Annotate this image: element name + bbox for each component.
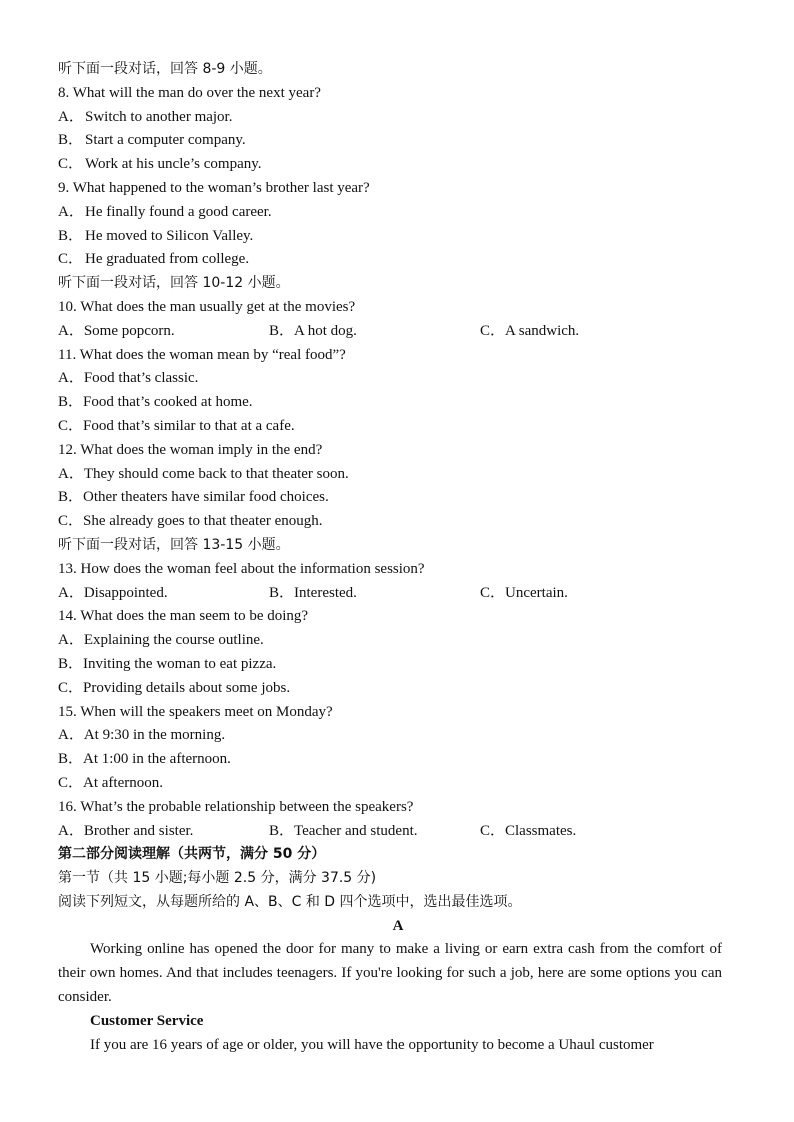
question-14: 14. What does the man seem to be doing?	[58, 608, 309, 625]
option-15a: A．At 9:30 in the morning.	[58, 727, 226, 744]
question-10: 10. What does the man usually get at the movies?	[58, 298, 356, 315]
option-9a: A．He finally found a good career.	[58, 203, 272, 220]
option-10c: C．A sandwich.	[480, 322, 580, 339]
option-12a: A．They should come back to that theater soon.	[58, 465, 349, 482]
section1-heading: 第一节（共 15 小题;每小题 2.5 分，满分 37.5 分)	[58, 870, 377, 887]
option-9b: B． He moved to Silicon Valley.	[58, 227, 254, 244]
option-11a: A．Food that’s classic.	[58, 370, 199, 387]
question-12: 12. What does the woman imply in the end?	[58, 441, 323, 458]
option-11b: B．Food that’s cooked at home.	[58, 394, 253, 411]
option-9c: C． He graduated from college.	[58, 251, 250, 268]
question-11: 11. What does the woman mean by “real food”?	[58, 346, 346, 363]
option-15c: C．At afternoon.	[58, 774, 163, 791]
option-8a: A．Switch to another major.	[58, 108, 233, 125]
passage-paragraph-1: Working online has opened the door for many to make a living or earn extra cash from the comfort of their own homes. And that includes teenagers. If you're looking for such a job, here are some options you can consider.	[58, 941, 722, 1006]
option-14c: C．Providing details about some jobs.	[58, 679, 291, 696]
reading-direction: 阅读下列短文，从每题所给的 A、B、C 和 D 四个选项中，选出最佳选项。	[58, 893, 522, 910]
option-16b: B．Teacher and student.	[269, 822, 418, 839]
option-12c: C．She already goes to that theater enough.	[58, 513, 323, 530]
passage-letter: A	[392, 917, 404, 934]
option-10a: A．Some popcorn.	[58, 322, 175, 339]
option-8c: C． Work at his uncle’s company.	[58, 156, 262, 173]
option-16c: C．Classmates.	[480, 822, 577, 839]
option-14b: B．Inviting the woman to eat pizza.	[58, 655, 277, 672]
instruction-13-15: 听下面一段对话，回答 13-15 小题。	[58, 536, 290, 553]
option-14a: A．Explaining the course outline.	[58, 632, 264, 649]
options-13	[58, 582, 738, 606]
options-10	[58, 320, 738, 344]
option-16a: A．Brother and sister.	[58, 822, 194, 839]
question-13: 13. How does the woman feel about the information session?	[58, 560, 425, 577]
question-15: 15. When will the speakers meet on Monday?	[58, 703, 333, 720]
part2-title: 第二部分阅读理解（共两节，满分 50 分）	[58, 846, 326, 863]
question-16: 16. What’s the probable relationship between the speakers?	[58, 798, 414, 815]
option-8b: B． Start a computer company.	[58, 132, 246, 149]
option-13b: B．Interested.	[269, 584, 357, 601]
option-13c: C．Uncertain.	[480, 584, 568, 601]
question-9: 9. What happened to the woman’s brother last year?	[58, 179, 370, 196]
option-15b: B．At 1:00 in the afternoon.	[58, 751, 231, 768]
exam-page	[58, 58, 738, 1057]
passage-paragraph-2: If you are 16 years of age or older, you will have the opportunity to become a Uhaul customer	[90, 1036, 654, 1053]
option-13a: A．Disappointed.	[58, 584, 168, 601]
question-8: 8. What will the man do over the next year?	[58, 84, 321, 101]
option-10b: B．A hot dog.	[269, 322, 357, 339]
passage-subheading: Customer Service	[90, 1012, 204, 1029]
options-16	[58, 820, 738, 844]
option-12b: B．Other theaters have similar food choices.	[58, 489, 329, 506]
instruction-10-12: 听下面一段对话，回答 10-12 小题。	[58, 275, 290, 292]
instruction-8-9: 听下面一段对话，回答 8-9 小题。	[58, 61, 272, 77]
option-11c: C．Food that’s similar to that at a cafe.	[58, 417, 295, 434]
